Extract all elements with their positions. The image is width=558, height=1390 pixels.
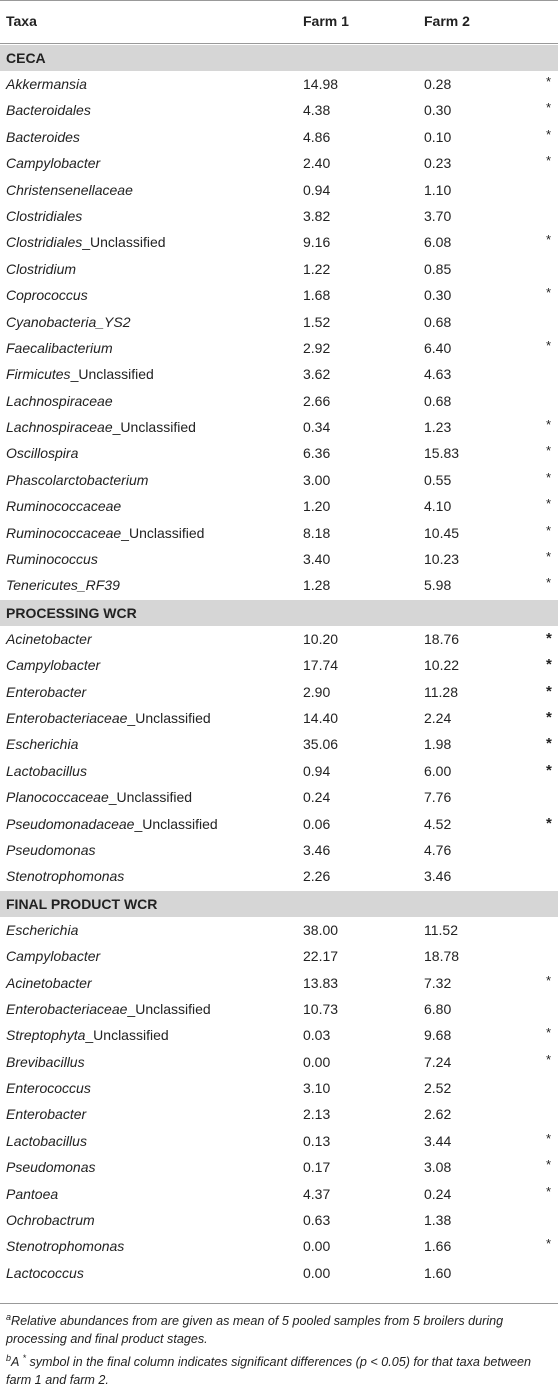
taxa-cell: [6, 572, 120, 598]
table-footnotes: [0, 1303, 558, 1390]
table-row: [0, 177, 558, 203]
farm2-value: 1.98: [424, 736, 452, 753]
taxa-cell: [6, 256, 76, 282]
table-row: [0, 863, 558, 889]
table-row: [0, 256, 558, 282]
taxa-name: Stenotrophomonas: [6, 868, 125, 885]
farm1-value: 3.46: [303, 841, 331, 858]
taxa-name: Clostridiales: [6, 207, 83, 224]
farm1-value: 2.13: [303, 1106, 331, 1123]
significance-marker: *: [546, 522, 552, 538]
significance-marker: *: [546, 496, 552, 512]
taxa-cell: [6, 440, 78, 466]
significance-marker: *: [546, 153, 552, 169]
taxa-cell: [6, 1154, 96, 1180]
taxa-name: Coprococcus: [6, 287, 88, 304]
farm1-value: 10.73: [303, 1000, 339, 1017]
table-row: [0, 996, 558, 1022]
farm1-value: 3.82: [303, 207, 331, 224]
taxa-cell: [6, 863, 124, 889]
taxa-name: Christensenellaceae: [6, 181, 133, 198]
farm2-value: 4.63: [424, 366, 452, 383]
significance-marker: *: [546, 1183, 552, 1199]
farm2-value: 18.76: [424, 630, 460, 647]
footnote-a-text: Relative abundances from are given as mean of 5 pooled samples from 5 broilers during processing and final product stages.: [6, 1314, 504, 1347]
farm2-value: 2.52: [424, 1080, 452, 1097]
significance-marker: *: [546, 232, 552, 248]
taxa-cell: [6, 811, 218, 837]
section-header-row: [0, 600, 558, 626]
farm1-value: 2.92: [303, 339, 331, 356]
farm2-value: 0.55: [424, 471, 452, 488]
taxa-cell: [6, 917, 78, 943]
taxa-suffix: _Unclassified: [108, 789, 193, 806]
taxa-name: Ruminococcaceae: [6, 524, 122, 541]
taxa-name: Clostridium: [6, 260, 77, 277]
farm2-value: 7.32: [424, 974, 452, 991]
significance-marker: *: [546, 337, 552, 353]
significance-marker: *: [546, 708, 552, 726]
taxa-cell: [6, 837, 96, 863]
taxa-name: Enterobacter: [6, 1106, 87, 1123]
taxa-name: Brevibacillus: [6, 1053, 85, 1070]
table-row: [0, 150, 558, 176]
farm2-value: 3.70: [424, 207, 452, 224]
taxa-cell: [6, 414, 196, 440]
taxa-cell: [6, 520, 204, 546]
farm1-value: 0.24: [303, 789, 331, 806]
table-row: [0, 546, 558, 572]
farm1-value: 13.83: [303, 974, 339, 991]
table-row: [0, 520, 558, 546]
taxa-cell: [6, 784, 192, 810]
taxa-name: Campylobacter: [6, 948, 101, 965]
taxa-cell: [6, 652, 100, 678]
taxa-name: Pseudomonas: [6, 841, 96, 858]
taxa-cell: [6, 731, 78, 757]
farm1-value: 22.17: [303, 948, 339, 965]
taxa-cell: [6, 335, 113, 361]
taxa-cell: [6, 1260, 84, 1286]
significance-marker: *: [546, 575, 552, 591]
taxa-name: Planococcaceae: [6, 789, 109, 806]
farm1-value: 0.03: [303, 1027, 331, 1044]
farm2-value: 6.40: [424, 339, 452, 356]
farm2-value: 11.28: [424, 683, 458, 700]
farm2-value: 10.23: [424, 551, 460, 568]
taxa-cell: [6, 177, 133, 203]
taxa-name: Campylobacter: [6, 657, 101, 674]
taxa-cell: [6, 679, 86, 705]
farm2-value: 0.68: [424, 392, 452, 409]
taxa-name: Clostridiales: [6, 234, 83, 251]
table-row: [0, 388, 558, 414]
table-row: [0, 1154, 558, 1180]
farm2-value: 2.62: [424, 1106, 452, 1123]
significance-marker: *: [546, 100, 552, 116]
farm2-value: 4.10: [424, 498, 452, 515]
taxa-suffix: _Unclassified: [85, 1027, 169, 1044]
taxa-cell: [6, 943, 100, 969]
taxa-cell: [6, 1207, 95, 1233]
farm2-value: 7.76: [424, 789, 452, 806]
taxa-cell: [6, 705, 211, 731]
footnote-b-symbol: *: [22, 1353, 26, 1364]
farm2-value: 11.52: [424, 921, 458, 938]
table-row: [0, 71, 558, 97]
farm1-value: 0.94: [303, 762, 331, 779]
section-title: CECA: [6, 50, 46, 66]
taxa-name: Pseudomonadaceae: [6, 815, 135, 832]
taxa-name: Bacteroidales: [6, 102, 91, 119]
taxa-name: Faecalibacterium: [6, 339, 113, 356]
taxa-suffix: _Unclassified: [134, 815, 218, 832]
farm1-value: 3.62: [303, 366, 331, 383]
table-row: [0, 282, 558, 308]
table-row: [0, 124, 558, 150]
significance-marker: *: [546, 285, 552, 301]
section-title: PROCESSING WCR: [6, 604, 137, 621]
farm1-value: 0.00: [303, 1238, 331, 1255]
table-row: [0, 970, 558, 996]
farm1-value: 3.40: [303, 551, 331, 568]
table-row: [0, 572, 558, 598]
taxa-name: Akkermansia: [6, 76, 87, 92]
significance-marker: *: [546, 417, 552, 433]
taxa-name: Streptophyta: [6, 1027, 86, 1044]
taxa-cell: [6, 493, 121, 519]
taxa-cell: [6, 970, 92, 996]
significance-marker: *: [546, 1130, 552, 1146]
table-row: [0, 679, 558, 705]
table-row: [0, 758, 558, 784]
taxa-name: Escherichia: [6, 736, 79, 753]
farm1-value: 0.13: [303, 1132, 331, 1149]
footnote-a-marker: a: [6, 1312, 12, 1322]
farm1-value: 1.68: [303, 287, 331, 304]
significance-marker: *: [546, 682, 552, 700]
farm1-value: 3.00: [303, 471, 331, 488]
taxa-name: Firmicutes: [6, 366, 71, 383]
farm2-value: 5.98: [424, 577, 452, 594]
taxa-name: Pantoea: [6, 1185, 59, 1202]
farm1-value: 14.40: [303, 709, 339, 726]
significance-marker: *: [546, 761, 552, 779]
taxa-name: Acinetobacter: [6, 630, 92, 647]
farm2-value: 0.30: [424, 102, 452, 119]
farm2-value: 6.08: [424, 234, 452, 251]
section-header-row: [0, 891, 558, 917]
taxa-name: Acinetobacter: [6, 974, 92, 991]
taxa-name: Ruminococcus: [6, 551, 98, 568]
taxa-name: Stenotrophomonas: [6, 1238, 125, 1255]
taxa-cell: [6, 1049, 85, 1075]
farm2-value: 4.76: [424, 841, 452, 858]
table-row: [0, 1128, 558, 1154]
significance-marker: *: [546, 1236, 552, 1252]
farm2-value: 1.10: [424, 181, 452, 198]
taxa-cell: [6, 150, 100, 176]
table-row: [0, 705, 558, 731]
table-row: [0, 414, 558, 440]
table-row: [0, 731, 558, 757]
farm1-value: 0.17: [303, 1159, 331, 1176]
taxa-suffix: _Unclassified: [121, 524, 205, 541]
farm1-value: 17.74: [303, 657, 339, 674]
table-row: [0, 1049, 558, 1075]
taxa-cell: [6, 1181, 58, 1207]
section-title: FINAL PRODUCT WCR: [6, 895, 158, 912]
farm1-value: 4.38: [303, 102, 331, 119]
significance-marker: *: [546, 74, 552, 89]
farm1-value: 38.00: [303, 921, 339, 938]
table-row: [0, 361, 558, 387]
taxa-name: Lactococcus: [6, 1264, 84, 1281]
table-row: [0, 440, 558, 466]
taxa-name: Lactobacillus: [6, 762, 87, 779]
taxa-suffix: _Unclassified: [127, 709, 211, 726]
table-row: [0, 626, 558, 652]
farm2-value: 3.44: [424, 1132, 452, 1149]
farm1-value: 2.40: [303, 155, 331, 172]
farm1-value: 3.10: [303, 1080, 331, 1097]
farm1-value: 2.90: [303, 683, 331, 700]
taxa-name: Enterobacteriaceae: [6, 1000, 128, 1017]
taxa-name: Cyanobacteria_YS2: [6, 313, 131, 330]
significance-marker: *: [546, 656, 552, 674]
significance-marker: *: [546, 972, 552, 988]
farm1-value: 2.26: [303, 868, 331, 885]
table-header-row: [0, 0, 558, 44]
farm2-value: 0.28: [424, 76, 452, 92]
table-row: [0, 97, 558, 123]
table-row: [0, 493, 558, 519]
header-farm1: Farm 1: [303, 13, 349, 29]
table-row: [0, 335, 558, 361]
taxa-name: Escherichia: [6, 921, 79, 938]
taxa-cell: [6, 467, 148, 493]
significance-marker: *: [546, 629, 552, 647]
farm1-value: 6.36: [303, 445, 331, 462]
taxa-cell: [6, 1233, 124, 1259]
farm2-value: 2.24: [424, 709, 452, 726]
taxa-cell: [6, 309, 131, 335]
farm2-value: 1.66: [424, 1238, 452, 1255]
table-row: [0, 229, 558, 255]
farm1-value: 1.22: [303, 260, 331, 277]
taxa-name: Ochrobactrum: [6, 1212, 95, 1229]
farm1-value: 2.66: [303, 392, 331, 409]
table-row: [0, 1207, 558, 1233]
taxa-suffix: _Unclassified: [112, 419, 196, 436]
table-row: [0, 1075, 558, 1101]
farm2-value: 1.23: [424, 419, 452, 436]
taxa-cell: [6, 388, 113, 414]
footnote-a: [6, 1308, 552, 1348]
table-row: [0, 652, 558, 678]
table-row: [0, 837, 558, 863]
footnote-b-text-after: symbol in the final column indicates significant differences (p < 0.05) for that taxa between farm 1 and farm 2.: [6, 1355, 532, 1388]
footnote-b: [6, 1349, 552, 1389]
farm1-value: 10.20: [303, 630, 339, 647]
taxa-cell: [6, 758, 87, 784]
header-taxa: Taxa: [6, 13, 37, 29]
farm1-value: 9.16: [303, 234, 331, 251]
taxa-cell: [6, 1128, 87, 1154]
table-row: [0, 1101, 558, 1127]
table-row: [0, 917, 558, 943]
table-row: [0, 943, 558, 969]
farm1-value: 4.86: [303, 128, 331, 145]
taxa-name: Ruminococcaceae: [6, 498, 122, 515]
taxa-cell: [6, 124, 80, 150]
farm2-value: 9.68: [424, 1027, 452, 1044]
taxa-name: Tenericutes_RF39: [6, 577, 120, 594]
taxa-cell: [6, 996, 211, 1022]
table-row: [0, 811, 558, 837]
farm2-value: 4.52: [424, 815, 452, 832]
taxa-name: Phascolarctobacterium: [6, 471, 149, 488]
taxa-cell: [6, 229, 166, 255]
taxa-name: Lachnospiraceae: [6, 419, 113, 436]
taxa-cell: [6, 361, 154, 387]
farm2-value: 6.80: [424, 1000, 452, 1017]
significance-marker: *: [546, 814, 552, 832]
significance-marker: *: [546, 469, 552, 485]
table-row: [0, 1022, 558, 1048]
footnote-b-text-before: A: [11, 1355, 23, 1370]
farm1-value: 0.94: [303, 181, 331, 198]
farm2-value: 0.10: [424, 128, 452, 145]
taxa-name: Pseudomonas: [6, 1159, 96, 1176]
significance-marker: *: [546, 443, 552, 459]
farm2-value: 3.08: [424, 1159, 452, 1176]
table-row: [0, 203, 558, 229]
taxa-cell: [6, 97, 91, 123]
taxa-cell: [6, 1022, 169, 1048]
significance-marker: *: [546, 1025, 552, 1041]
farm1-value: 0.00: [303, 1053, 331, 1070]
significance-marker: *: [546, 549, 552, 565]
farm2-value: 1.38: [424, 1212, 452, 1229]
header-farm2: Farm 2: [424, 13, 470, 29]
farm2-value: 3.46: [424, 868, 452, 885]
taxa-cell: [6, 282, 88, 308]
taxa-name: Lachnospiraceae: [6, 392, 113, 409]
significance-marker: *: [546, 126, 552, 142]
taxa-name: Lactobacillus: [6, 1132, 87, 1149]
farm2-value: 10.22: [424, 657, 460, 674]
farm2-value: 10.45: [424, 524, 460, 541]
farm1-value: 0.00: [303, 1264, 331, 1281]
farm2-value: 6.00: [424, 762, 452, 779]
table-body: [0, 45, 558, 1286]
farm1-value: 0.63: [303, 1212, 331, 1229]
table-row: [0, 467, 558, 493]
farm1-value: 1.52: [303, 313, 331, 330]
taxa-cell: [6, 546, 98, 572]
taxa-suffix: _Unclassified: [82, 234, 166, 251]
taxa-suffix: _Unclassified: [127, 1000, 211, 1017]
farm2-value: 0.30: [424, 287, 452, 304]
farm2-value: 0.23: [424, 155, 452, 172]
significance-marker: *: [546, 1051, 552, 1067]
taxa-cell: [6, 1101, 86, 1127]
farm1-value: 14.98: [303, 76, 339, 92]
taxa-name: Campylobacter: [6, 155, 101, 172]
table-row: [0, 1260, 558, 1286]
table-row: [0, 784, 558, 810]
farm2-value: 1.60: [424, 1264, 452, 1281]
significance-marker: *: [546, 1157, 552, 1173]
farm1-value: 35.06: [303, 736, 339, 753]
farm1-value: 0.34: [303, 419, 331, 436]
taxa-name: Enterobacter: [6, 683, 87, 700]
taxa-cell: [6, 626, 92, 652]
table-row: [0, 309, 558, 335]
farm2-value: 0.24: [424, 1185, 452, 1202]
taxa-name: Enterobacteriaceae: [6, 709, 128, 726]
table-row: [0, 1181, 558, 1207]
farm2-value: 15.83: [424, 445, 460, 462]
taxa-name: Oscillospira: [6, 445, 79, 462]
taxa-cell: [6, 203, 82, 229]
farm1-value: 1.28: [303, 577, 331, 594]
farm1-value: 1.20: [303, 498, 331, 515]
table-row: [0, 1233, 558, 1259]
farm1-value: 8.18: [303, 524, 331, 541]
taxa-cell: [6, 1075, 91, 1101]
taxa-cell: [6, 71, 87, 97]
significance-marker: *: [546, 735, 552, 753]
farm2-value: 7.24: [424, 1053, 452, 1070]
farm1-value: 0.06: [303, 815, 331, 832]
taxa-name: Enterococcus: [6, 1080, 91, 1097]
farm2-value: 0.68: [424, 313, 452, 330]
farm2-value: 0.85: [424, 260, 452, 277]
section-header-row: [0, 45, 558, 71]
taxa-name: Bacteroides: [6, 128, 80, 145]
farm1-value: 4.37: [303, 1185, 331, 1202]
footnote-b-marker: b: [6, 1353, 12, 1364]
taxa-suffix: _Unclassified: [70, 366, 154, 383]
farm2-value: 18.78: [424, 948, 460, 965]
